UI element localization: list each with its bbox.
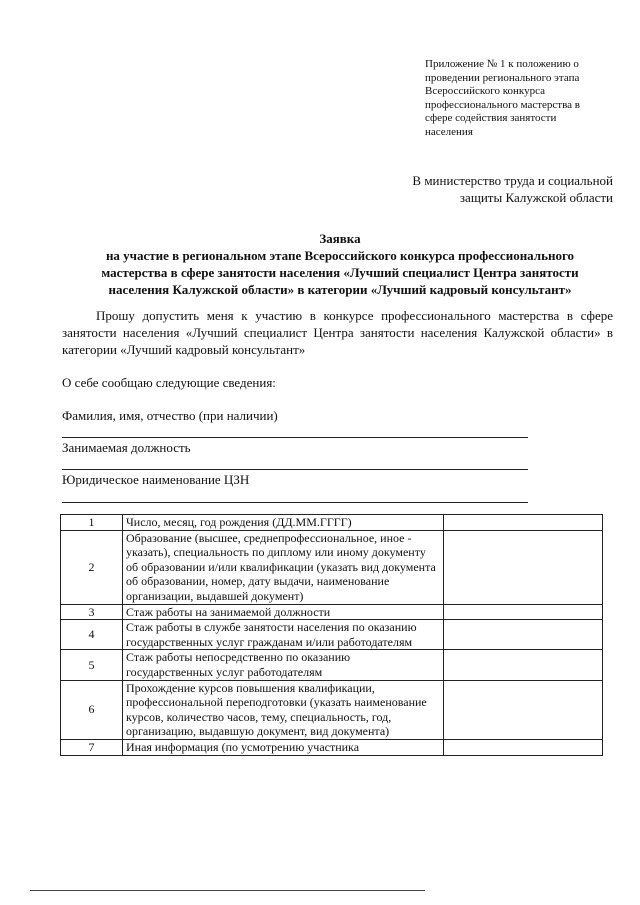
appendix-line: Приложение № 1 к положению о bbox=[425, 58, 579, 70]
field-label: Юридическое наименование ЦЗН bbox=[62, 472, 250, 487]
appendix-line: населения bbox=[425, 125, 473, 138]
document-title bbox=[50, 230, 630, 298]
field-label: Занимаемая должность bbox=[62, 440, 191, 455]
field-line bbox=[62, 502, 528, 503]
intro-paragraph: Прошу допустить меня к участию в конкурсе профессионального мастерства в сфере занятости населения «Лучший специалист Центра занятости населения Калужской области» в категории «Лучший кадровый консультант» bbox=[62, 308, 613, 357]
appendix-line: сфере содействия занятости bbox=[425, 112, 557, 125]
row-number: 1 bbox=[61, 515, 123, 531]
addressee bbox=[330, 172, 613, 206]
appendix-line: проведении регионального этапа bbox=[425, 71, 580, 84]
row-number: 3 bbox=[61, 604, 123, 620]
position-field[interactable] bbox=[62, 440, 528, 470]
row-number: 4 bbox=[61, 620, 123, 650]
row-description: Образование (высшее, среднепрофессиональное, иное - указать), специальность по диплому или иному документу об образовании и/или квалификации (указать вид документа об образовании, номер, дату выдачи, наименование организации, выдавшей документ) bbox=[123, 530, 444, 604]
row-description: Число, месяц, год рождения (ДД.ММ.ГГГГ) bbox=[123, 515, 444, 531]
table-row bbox=[61, 515, 603, 531]
row-description: Прохождение курсов повышения квалификации, профессиональной переподготовки (указать наименование курсов, количество часов, тему, специальность, год, организацию, выдавшую документ, вид документа) bbox=[123, 680, 444, 739]
row-value-cell[interactable] bbox=[444, 530, 603, 604]
row-description: Стаж работы на занимаемой должности bbox=[123, 604, 444, 620]
info-table bbox=[60, 514, 603, 756]
table-row bbox=[61, 620, 603, 650]
field-line bbox=[62, 469, 528, 470]
full-name-field[interactable] bbox=[62, 408, 528, 438]
appendix-line: Всероссийского конкурса bbox=[425, 85, 545, 98]
table-row bbox=[61, 530, 603, 604]
addressee-line: В министерство труда и социальной bbox=[412, 173, 613, 188]
appendix-line: профессионального мастерства в bbox=[425, 98, 580, 111]
row-description: Иная информация (по усмотрению участника bbox=[123, 739, 444, 755]
row-description: Стаж работы непосредственно по оказанию государственных услуг работодателям bbox=[123, 650, 444, 680]
table-row bbox=[61, 604, 603, 620]
field-label: Фамилия, имя, отчество (при наличии) bbox=[62, 408, 278, 423]
row-value-cell[interactable] bbox=[444, 739, 603, 755]
row-description: Стаж работы в службе занятости населения по оказанию государственных услуг гражданам и/или работодателям bbox=[123, 620, 444, 650]
employment-center-field[interactable] bbox=[62, 472, 528, 503]
title-line: населения Калужской области» в категории «Лучший кадровый консультант» bbox=[108, 282, 572, 297]
row-number: 6 bbox=[61, 680, 123, 739]
row-value-cell[interactable] bbox=[444, 515, 603, 531]
row-number: 2 bbox=[61, 530, 123, 604]
row-value-cell[interactable] bbox=[444, 604, 603, 620]
row-value-cell[interactable] bbox=[444, 680, 603, 739]
title-line: мастерства в сфере занятости населения «Лучший специалист Центра занятости bbox=[101, 265, 579, 280]
page-bottom-divider bbox=[30, 890, 425, 891]
row-value-cell[interactable] bbox=[444, 620, 603, 650]
row-number: 5 bbox=[61, 650, 123, 680]
title-line: на участие в региональном этапе Всероссийского конкурса профессионального bbox=[105, 248, 575, 263]
table-row bbox=[61, 680, 603, 739]
row-number: 7 bbox=[61, 739, 123, 755]
title-heading: Заявка bbox=[319, 231, 361, 246]
addressee-line: защиты Калужской области bbox=[459, 190, 613, 205]
appendix-note bbox=[425, 58, 615, 140]
table-row bbox=[61, 739, 603, 755]
info-label: О себе сообщаю следующие сведения: bbox=[62, 375, 276, 390]
table-row bbox=[61, 650, 603, 680]
row-value-cell[interactable] bbox=[444, 650, 603, 680]
field-line bbox=[62, 437, 528, 438]
